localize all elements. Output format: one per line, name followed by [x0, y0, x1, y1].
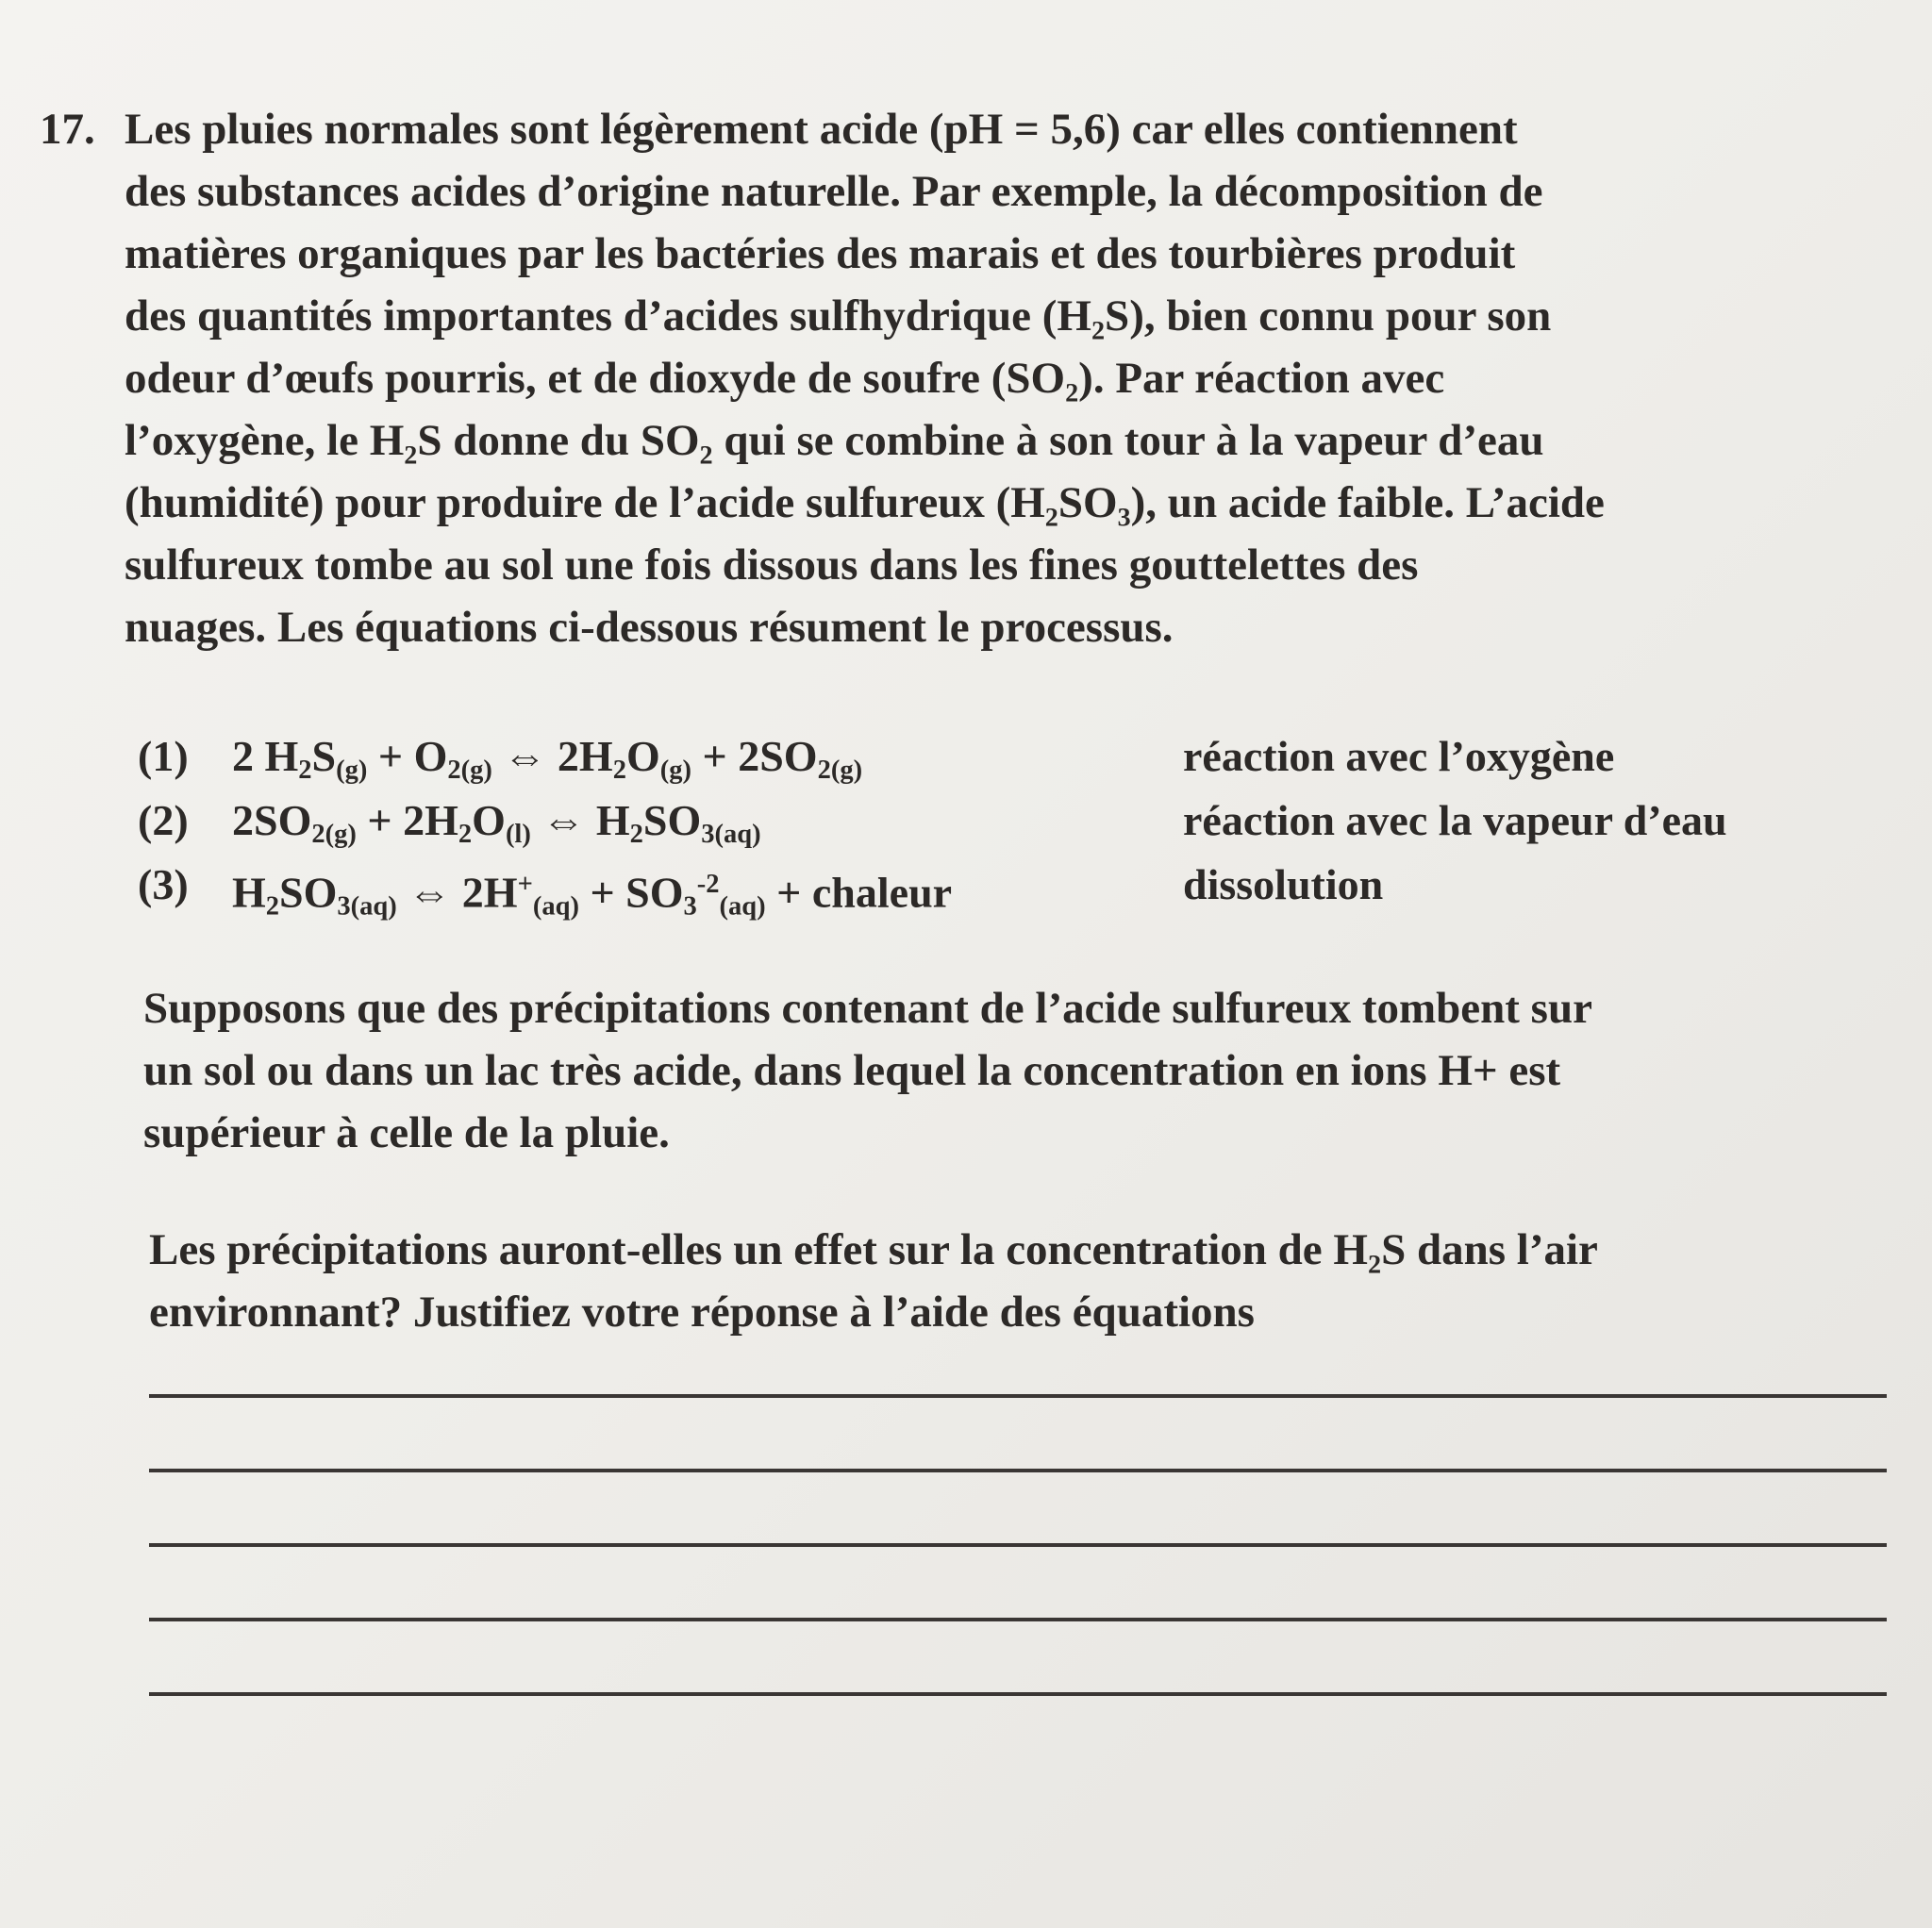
prompt-line: Les précipitations auront-elles un effet sur la concentration de H₂S dans l’air [149, 1225, 1598, 1274]
answer-line[interactable] [149, 1692, 1887, 1696]
intro-line: des quantités importantes d’acides sulfhydrique (H₂S), bien connu pour son [125, 291, 1552, 341]
subscript: 2(g) [311, 819, 357, 849]
intro-line: odeur d’œufs pourris, et de dioxyde de soufre (SO₂). Par réaction avec [125, 354, 1445, 403]
scenario-line: supérieur à celle de la pluie. [143, 1108, 670, 1157]
intro-line: sulfureux tombe au sol une fois dissous dans les fines gouttelettes des [125, 540, 1419, 590]
subscript: 2 [265, 891, 280, 922]
question-prompt [149, 1219, 1913, 1343]
subscript: (l) [505, 819, 531, 849]
subscript: 2(g) [817, 755, 863, 785]
intro-line: l’oxygène, le H₂S donne du SO₂ qui se combine à son tour à la vapeur d’eau [125, 416, 1544, 465]
question-intro [125, 98, 1907, 658]
subscript: (g) [659, 755, 691, 785]
equation-row [138, 789, 1902, 853]
subscript: 3(aq) [337, 891, 397, 922]
prompt-line: environnant? Justifiez votre réponse à l’aide des équations [149, 1288, 1255, 1337]
equation-description: réaction avec la vapeur d’eau [1183, 796, 1727, 844]
equation-list [138, 724, 1902, 922]
intro-line: nuages. Les équations ci-dessous résument le processus. [125, 603, 1174, 652]
intro-line: (humidité) pour produire de l’acide sulfureux (H₂SO₃), un acide faible. L’acide [125, 478, 1605, 527]
answer-line[interactable] [149, 1394, 1887, 1398]
intro-line: Les pluies normales sont légèrement acide (pH = 5,6) car elles contiennent [125, 105, 1518, 154]
subscript: (aq) [719, 891, 766, 922]
scenario-line: Supposons que des précipitations contenant de l’acide sulfureux tombent sur [143, 984, 1592, 1033]
subscript: 2 [298, 755, 312, 785]
intro-line: matières organiques par les bactéries des marais et des tourbières produit [125, 229, 1516, 278]
subscript: 2 [629, 819, 643, 849]
subscript: 3(aq) [701, 819, 761, 849]
equation-formula: 2 H2S(g) + O2(g) ⇔ 2H2O(g) + 2SO2(g) [232, 732, 863, 785]
question-number: 17. [40, 105, 95, 154]
equation-row [138, 724, 1902, 789]
scenario-line: un sol ou dans un lac très acide, dans lequel la concentration en ions H+ est [143, 1046, 1561, 1095]
equation-row [138, 853, 1902, 922]
equation-number: (1) [138, 732, 189, 780]
scenario-paragraph [143, 977, 1907, 1164]
subscript: 2 [612, 755, 626, 785]
answer-area[interactable] [149, 1394, 1887, 1767]
subscript: (aq) [532, 891, 579, 922]
superscript: -2 [696, 870, 720, 899]
equation-number: (3) [138, 860, 189, 908]
answer-line[interactable] [149, 1543, 1887, 1547]
subscript: 2(g) [447, 755, 492, 785]
intro-line: des substances acides d’origine naturelle. Par exemple, la décomposition de [125, 167, 1543, 216]
equation-formula: H2SO3(aq) ⇔ $2H^+(aq) + SO3^{-2}(aq)$ + chaleur [232, 868, 953, 922]
equation-number: (2) [138, 796, 189, 844]
superscript: + [517, 870, 533, 899]
subscript: (g) [336, 755, 368, 785]
subscript: 2 [458, 819, 473, 849]
equation-description: réaction avec l’oxygène [1183, 732, 1615, 780]
subscript: 3 [683, 891, 697, 922]
equation-description: dissolution [1183, 860, 1384, 908]
equation-formula: 2SO2(g) + 2H2O(l) ⇔ H2SO3(aq) [232, 796, 761, 849]
answer-line[interactable] [149, 1618, 1887, 1621]
answer-line[interactable] [149, 1469, 1887, 1472]
